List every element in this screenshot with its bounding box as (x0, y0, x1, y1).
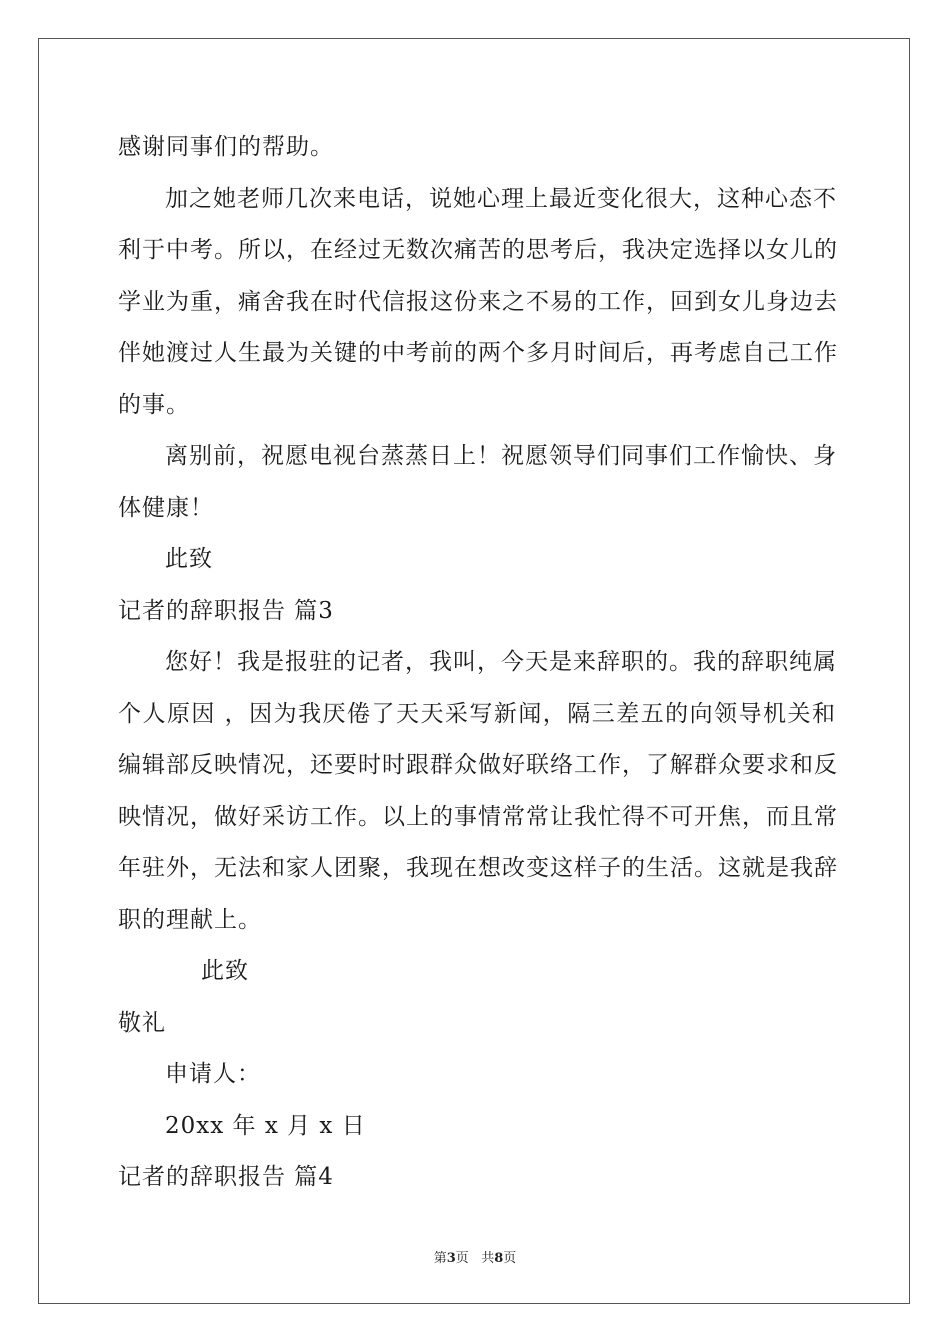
paragraph-line: 感谢同事们的帮助。 (118, 134, 334, 160)
date-line: 20xx 年 x 月 x 日 (165, 1112, 366, 1139)
document-body (118, 122, 836, 1204)
paragraph-line: 个人原因 ，因为我厌倦了天天采写新闻，隔三差五的向领导机关和 (118, 700, 836, 727)
closing-salutation: 此致 (201, 958, 249, 984)
paragraph-line: 利于中考。所以，在经过无数次痛苦的思考后，我决定选择以女儿的 (118, 237, 838, 263)
footer-suffix: 页 (503, 1251, 517, 1266)
section-heading: 记者的辞职报告 篇4 (118, 1164, 334, 1190)
paragraph-line: 年驻外，无法和家人团聚，我现在想改变这样子的生活。这就是我辞 (118, 855, 838, 881)
closing-salutation: 此致 (165, 546, 213, 572)
paragraph-line: 映情况，做好采访工作。以上的事情常常让我忙得不可开焦，而且常 (118, 803, 838, 830)
footer-middle: 页 共 (455, 1251, 495, 1266)
paragraph-line: 学业为重，痛舍我在时代信报这份来之不易的工作，回到女儿身边去 (118, 288, 838, 315)
total-page-number: 8 (494, 1251, 504, 1266)
applicant-label: 申请人： (165, 1061, 261, 1087)
paragraph-line: 的事。 (118, 391, 190, 418)
footer-prefix: 第 (433, 1251, 447, 1266)
page-footer (0, 1247, 950, 1266)
paragraph-line: 编辑部反映情况，还要时时跟群众做好联络工作，了解群众要求和反 (118, 752, 838, 778)
section-heading: 记者的辞职报告 篇3 (118, 597, 334, 624)
paragraph-line: 体健康！ (118, 494, 214, 521)
paragraph-line: 加之她老师几次来电话，说她心理上最近变化很大，这种心态不 (165, 185, 837, 212)
closing-regards: 敬礼 (118, 1009, 166, 1036)
paragraph-line: 职的理献上。 (118, 906, 262, 933)
current-page-number: 3 (446, 1251, 456, 1266)
paragraph-line: 您好！我是报驻的记者，我叫，今天是来辞职的。我的辞职纯属 (165, 649, 837, 675)
paragraph-line: 伴她渡过人生最为关键的中考前的两个多月时间后，再考虑自己工作 (118, 340, 838, 366)
paragraph-line: 离别前，祝愿电视台蒸蒸日上！祝愿领导们同事们工作愉快、身 (165, 443, 837, 469)
